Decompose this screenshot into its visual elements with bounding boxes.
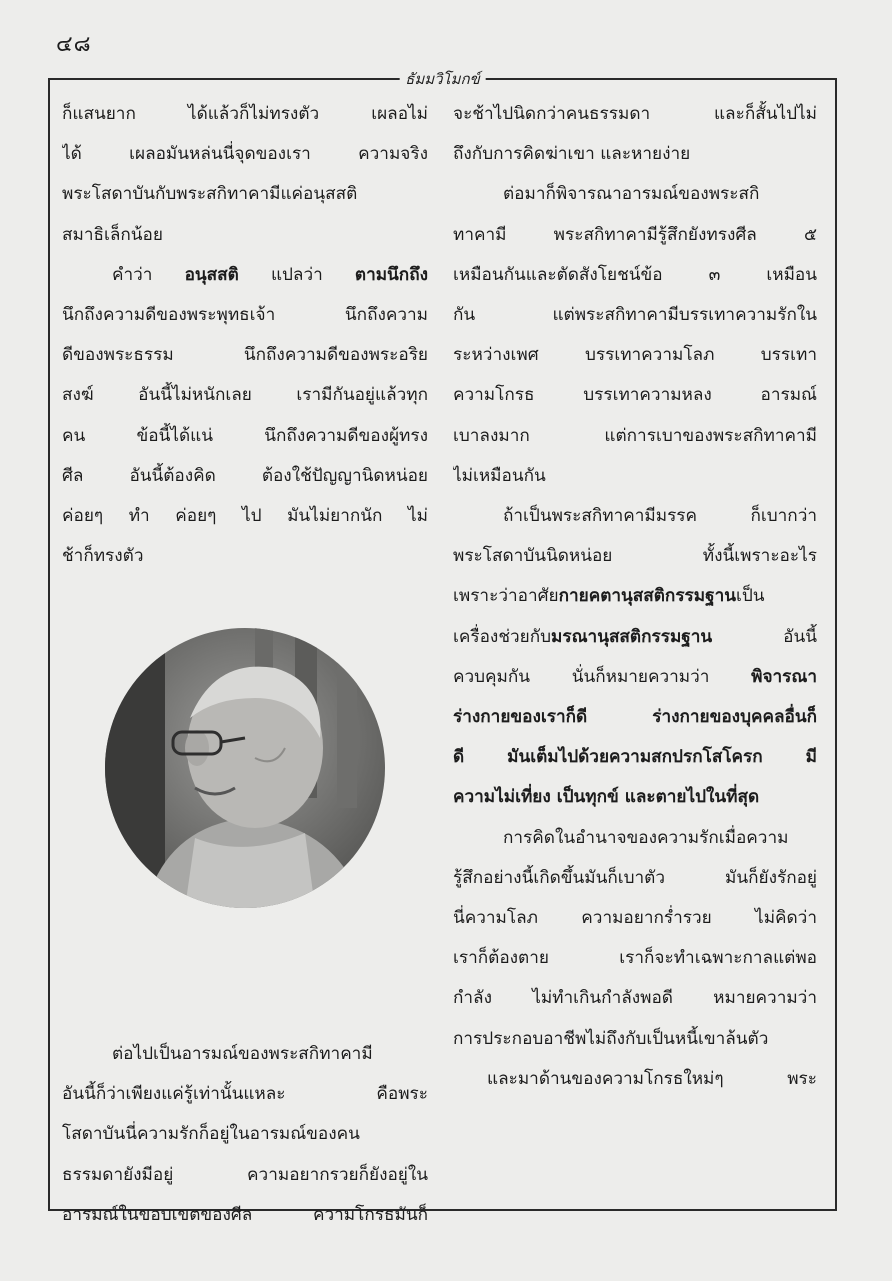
text-line: ก็แสนยาก ได้แล้วก็ไม่ทรงตัว เผลอไม่ <box>62 104 428 124</box>
text-line <box>453 576 817 616</box>
text-line <box>453 657 817 697</box>
text-fragment: อันนี้ <box>712 626 817 647</box>
text-line: และมาด้านของความโกรธใหม่ๆ พระ <box>487 1068 817 1089</box>
text-fragment: เป็น <box>736 586 765 607</box>
text-line: ระหว่างเพศ บรรเทาความโลภ บรรเทา <box>453 345 817 366</box>
text-line: ถ้าเป็นพระสกิทาคามีมรรค ก็เบากว่า <box>503 506 817 527</box>
text-line: อันนี้ก็ว่าเพียงแค่รู้เท่านั้นแหละ คือพระ <box>62 1084 428 1105</box>
bold-term: พิจารณา <box>751 666 817 687</box>
text-fragment: แปลว่า <box>238 264 355 285</box>
text-line: ค่อยๆ ทำ ค่อยๆ ไป มันไม่ยากนัก ไม่ <box>62 506 428 527</box>
bold-term: อนุสสติ <box>184 264 239 285</box>
bold-term: ตามนึกถึง <box>354 264 428 285</box>
text-line: กัน แต่พระสกิทาคามีบรรเทาความรักใน <box>453 305 817 326</box>
text-line: คน ข้อนี้ได้แน่ นึกถึงความดีของผู้ทรง <box>62 425 428 446</box>
text-line: โสดาบันนี่ความรักก็อยู่ในอารมณ์ของคน <box>62 1124 360 1145</box>
text-fragment: เครื่องช่วยกับ <box>453 626 552 647</box>
text-line: ดี มันเต็มไปด้วยความสกปรกโสโครก มี <box>453 747 817 768</box>
text-line: อารมณ์ในขอบเขตของศีล ความโกรธมันก็ <box>62 1204 428 1225</box>
text-line: พระโสดาบันนิดหน่อย ทั้งนี้เพราะอะไร <box>453 546 817 567</box>
text-line: ไม่เหมือนกัน <box>453 465 546 486</box>
bold-term: มรณานุสสติกรรมฐาน <box>551 626 713 647</box>
text-line: ถึงกับการคิดฆ่าเขา และหายง่าย <box>453 144 691 165</box>
text-fragment: เพราะว่าอาศัย <box>453 586 559 607</box>
text-line: ได้ เผลอมันหล่นนี่จุดของเรา ความจริง <box>62 144 428 165</box>
running-head: ธัมมวิโมกข์ <box>399 67 486 91</box>
right-column <box>453 94 817 1099</box>
text-line: ธรรมดายังมีอยู่ ความอยากรวยก็ยังอยู่ใน <box>62 1164 428 1185</box>
text-line: กำลัง ไม่ทำเกินกำลังพอดี หมายความว่า <box>453 988 817 1009</box>
text-line <box>453 617 817 657</box>
text-line: ต่อไปเป็นอารมณ์ของพระสกิทาคามี <box>112 1044 373 1064</box>
text-line: พระโสดาบันกับพระสกิทาคามีแค่อนุสสติ <box>62 184 358 205</box>
text-line: ดีของพระธรรม นึกถึงความดีของพระอริย <box>62 345 428 366</box>
text-line: สงฆ์ อันนี้ไม่หนักเลย เรามีกันอยู่แล้วทุก <box>62 385 428 406</box>
text-fragment: ควบคุมกัน นั่นก็หมายความว่า <box>453 666 752 687</box>
text-line: นึกถึงความดีของพระพุทธเจ้า นึกถึงความ <box>62 305 428 326</box>
text-line: ความไม่เที่ยง เป็นทุกข์ และตายไปในที่สุด <box>453 787 760 808</box>
portrait-photo <box>105 628 385 908</box>
text-fragment: คำว่า <box>112 264 185 285</box>
text-line: ต่อมาก็พิจารณาอารมณ์ของพระสกิ <box>503 184 760 205</box>
left-column-top <box>62 94 428 576</box>
page-number: ๔๘ <box>56 32 92 57</box>
bold-term: กายคตานุสสติกรรมฐาน <box>558 586 736 607</box>
text-line: การคิดในอำนาจของความรักเมื่อความ <box>503 827 789 848</box>
text-line: ร่างกายของเราก็ดี ร่างกายของบุคคลอื่นก็ <box>453 707 817 728</box>
text-line: นี่ความโลภ ความอยากร่ำรวย ไม่คิดว่า <box>453 908 817 929</box>
text-line: จะช้าไปนิดกว่าคนธรรมดา และก็สั้นไปไม่ <box>453 104 817 124</box>
text-line: รู้สึกอย่างนี้เกิดขึ้นมันก็เบาตัว มันก็ยังรักอยู่ <box>453 867 817 888</box>
text-line: ช้าก็ทรงตัว <box>62 546 144 567</box>
text-line: ศีล อันนี้ต้องคิด ต้องใช้ปัญญานิดหน่อย <box>62 465 428 486</box>
left-column-bottom <box>62 1034 428 1235</box>
text-line: เบาลงมาก แต่การเบาของพระสกิทาคามี <box>453 425 817 446</box>
text-line: ความโกรธ บรรเทาความหลง อารมณ์ <box>453 385 817 406</box>
portrait-photo-icon <box>105 628 385 908</box>
text-line: การประกอบอาชีพไม่ถึงกับเป็นหนี้เขาล้นตัว <box>453 1028 769 1049</box>
text-line: เหมือนกันและตัดสังโยชน์ข้อ ๓ เหมือน <box>453 264 817 285</box>
page-frame <box>48 70 837 1225</box>
text-line: ทาคามี พระสกิทาคามีรู้สึกยังทรงศีล ๕ <box>453 224 817 245</box>
text-line: สมาธิเล็กน้อย <box>62 224 163 245</box>
text-line: เราก็ต้องตาย เราก็จะทำเฉพาะกาลแต่พอ <box>453 948 817 969</box>
text-line <box>62 255 428 295</box>
